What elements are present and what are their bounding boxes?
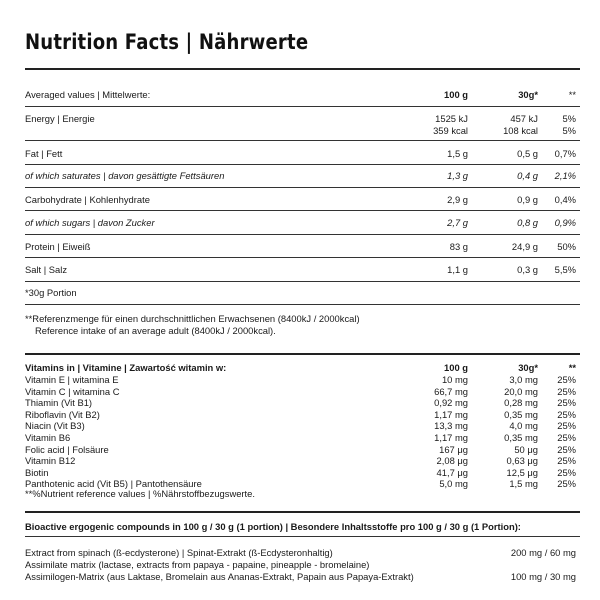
row-divider <box>25 281 580 282</box>
vitamin-ri: 25% <box>557 455 576 467</box>
energy-kj-100g: 1525 kJ <box>435 113 468 124</box>
vitamin-30g: 50 μg <box>514 443 538 455</box>
vitamins-header-label: Vitamins in | Vitamine | Zawartość witamin w: <box>25 362 227 373</box>
vitamin-label: Vitamin E | witamina E <box>25 374 119 385</box>
vitamin-ri: 25% <box>557 466 576 478</box>
row-divider <box>25 106 580 107</box>
vitamin-row <box>25 386 580 398</box>
vitamin-label: Niacin (Vit B3) <box>25 420 85 432</box>
vitamin-row <box>25 397 580 409</box>
energy-30g <box>503 113 538 137</box>
protein-label: Protein | Eiweiß <box>25 241 91 252</box>
vitamin-100g: 10 mg <box>441 374 468 385</box>
vitamin-label: Vitamin B12 <box>25 455 76 467</box>
vitamin-label: Folic acid | Folsäure <box>25 443 109 455</box>
vitamin-30g: 1,5 mg <box>509 478 538 490</box>
vitamin-100g: 41,7 μg <box>436 466 468 478</box>
bioactive-assimilogen-value: 100 mg / 30 mg <box>510 571 576 582</box>
energy-kj-30g: 457 kJ <box>510 113 538 124</box>
fat-100g: 1,5 g <box>447 148 468 159</box>
row-divider <box>25 140 580 141</box>
energy-kcal-ri: 5% <box>562 125 576 136</box>
header-col-ri: ** <box>568 89 576 100</box>
fat-label: Fat | Fett <box>25 148 63 159</box>
protein-100g: 83 g <box>449 241 468 252</box>
bioactive-assimilogen-label: Assimilogen-Matrix (aus Laktase, Bromelain aus Ananas-Extrakt, Papain aus Papaya-Extrakt) <box>25 571 414 582</box>
vitamin-100g: 5,0 mg <box>439 478 468 490</box>
vitamin-label: Vitamin B6 <box>25 432 71 443</box>
saturates-100g: 1,3 g <box>447 170 468 181</box>
vitamin-100g: 1,17 mg <box>434 432 468 443</box>
protein-30g: 24,9 g <box>511 241 538 252</box>
vitamin-row <box>25 455 580 467</box>
vitamin-ri: 25% <box>557 385 576 397</box>
vitamins-header-30g: 30g* <box>518 362 538 373</box>
vitamin-ri: 25% <box>557 478 576 490</box>
vitamin-ri: 25% <box>557 432 576 443</box>
bioactive-header: Bioactive ergogenic compounds in 100 g / 30 g (1 portion) | Besondere Inhaltsstoffe pro 100 g / 30 g (1 Portion): <box>25 521 521 532</box>
header-col-30g: 30g* <box>518 89 538 100</box>
vitamin-100g: 167 μg <box>439 443 468 455</box>
vitamin-label: Biotin <box>25 466 49 478</box>
protein-ri: 50% <box>557 241 576 252</box>
reference-note-de: **Referenzmenge für einen durchschnittlichen Erwachsenen (8400kJ / 2000kcal) <box>25 313 360 324</box>
header-label: Averaged values | Mittelwerte: <box>25 89 151 100</box>
vitamin-label: Vitamin C | witamina C <box>25 385 120 397</box>
sugars-ri: 0,9% <box>554 217 576 228</box>
row-divider <box>25 234 580 235</box>
salt-30g: 0,3 g <box>517 264 538 275</box>
reference-note-en: Reference intake of an average adult (8400kJ / 2000kcal). <box>35 325 276 336</box>
carbohydrate-100g: 2,9 g <box>447 194 468 205</box>
vitamin-ri: 25% <box>557 408 576 420</box>
salt-ri: 5,5% <box>554 264 576 275</box>
energy-100g <box>433 113 468 137</box>
page-title: Nutrition Facts | Nährwerte <box>25 30 309 54</box>
energy-kj-ri: 5% <box>562 113 576 124</box>
vitamin-ri: 25% <box>557 420 576 432</box>
sugars-label: of which sugars | davon Zucker <box>25 217 155 228</box>
portion-note: *30g Portion <box>25 287 77 298</box>
vitamin-30g: 12,5 μg <box>506 466 538 478</box>
vitamin-row <box>25 420 580 432</box>
fat-30g: 0,5 g <box>517 148 538 159</box>
row-divider <box>25 164 580 165</box>
vitamin-label: Riboflavin (Vit B2) <box>25 408 100 420</box>
row-divider <box>25 257 580 258</box>
carbohydrate-ri: 0,4% <box>554 194 576 205</box>
vitamin-row <box>25 444 580 456</box>
vitamin-100g: 2,08 μg <box>436 455 468 467</box>
vitamin-30g: 0,35 mg <box>504 408 538 420</box>
fat-ri: 0,7% <box>554 148 576 159</box>
vitamin-30g: 20,0 mg <box>504 385 538 397</box>
vitamin-30g: 4,0 mg <box>509 420 538 432</box>
vitamin-100g: 0,92 mg <box>434 397 468 409</box>
carbohydrate-label: Carbohydrate | Kohlenhydrate <box>25 194 150 205</box>
salt-label: Salt | Salz <box>25 264 68 275</box>
row-divider <box>25 187 580 188</box>
section-divider <box>25 353 580 355</box>
vitamin-row <box>25 374 580 386</box>
title-divider <box>25 68 580 70</box>
saturates-ri: 2,1% <box>554 170 576 181</box>
vitamin-ri: 25% <box>557 443 576 455</box>
bioactive-spinach-row <box>25 547 580 559</box>
vitamin-row <box>25 432 580 444</box>
bioactive-assimilate-en: Assimilate matrix (lactase, extracts from papaya - papaine, pineapple - bromelaine) <box>25 559 370 570</box>
vitamin-30g: 0,63 μg <box>506 455 538 467</box>
vitamin-ri: 25% <box>557 397 576 409</box>
bioactive-spinach-label: Extract from spinach (ß-ecdysterone) | Spinat-Extrakt (ß-Ecdysteronhaltig) <box>25 547 333 558</box>
energy-ri <box>562 113 576 137</box>
vitamin-label: Panthotenic acid (Vit B5) | Pantothensäure <box>25 478 202 490</box>
vitamins-header-row <box>25 362 580 374</box>
vitamins-header-100g: 100 g <box>444 362 468 373</box>
saturates-label: of which saturates | davon gesättigte Fettsäuren <box>25 170 225 181</box>
vitamin-30g: 3,0 mg <box>509 374 538 385</box>
row-divider <box>25 304 580 305</box>
sugars-30g: 0,8 g <box>517 217 538 228</box>
saturates-30g: 0,4 g <box>517 170 538 181</box>
vitamin-row <box>25 409 580 421</box>
header-col-100g: 100 g <box>444 89 468 100</box>
section-divider <box>25 511 580 513</box>
vitamins-header-ri: ** <box>568 362 576 373</box>
vitamins-footnote: **%Nutrient reference values | %Nährstoffbezugswerte. <box>25 488 255 499</box>
salt-100g: 1,1 g <box>447 264 468 275</box>
vitamin-100g: 1,17 mg <box>434 408 468 420</box>
vitamin-label: Thiamin (Vit B1) <box>25 397 93 409</box>
vitamin-30g: 0,35 mg <box>504 432 538 443</box>
vitamin-ri: 25% <box>557 374 576 385</box>
row-divider <box>25 536 580 537</box>
vitamin-30g: 0,28 mg <box>504 397 538 409</box>
vitamin-row <box>25 467 580 479</box>
energy-kcal-100g: 359 kcal <box>433 125 468 136</box>
sugars-100g: 2,7 g <box>447 217 468 228</box>
vitamin-100g: 66,7 mg <box>434 385 468 397</box>
energy-kcal-30g: 108 kcal <box>503 125 538 136</box>
carbohydrate-30g: 0,9 g <box>517 194 538 205</box>
vitamin-100g: 13,3 mg <box>434 420 468 432</box>
row-divider <box>25 210 580 211</box>
bioactive-spinach-value: 200 mg / 60 mg <box>510 547 576 558</box>
energy-label: Energy | Energie <box>25 113 95 124</box>
bioactive-assimilogen-row <box>25 571 580 583</box>
